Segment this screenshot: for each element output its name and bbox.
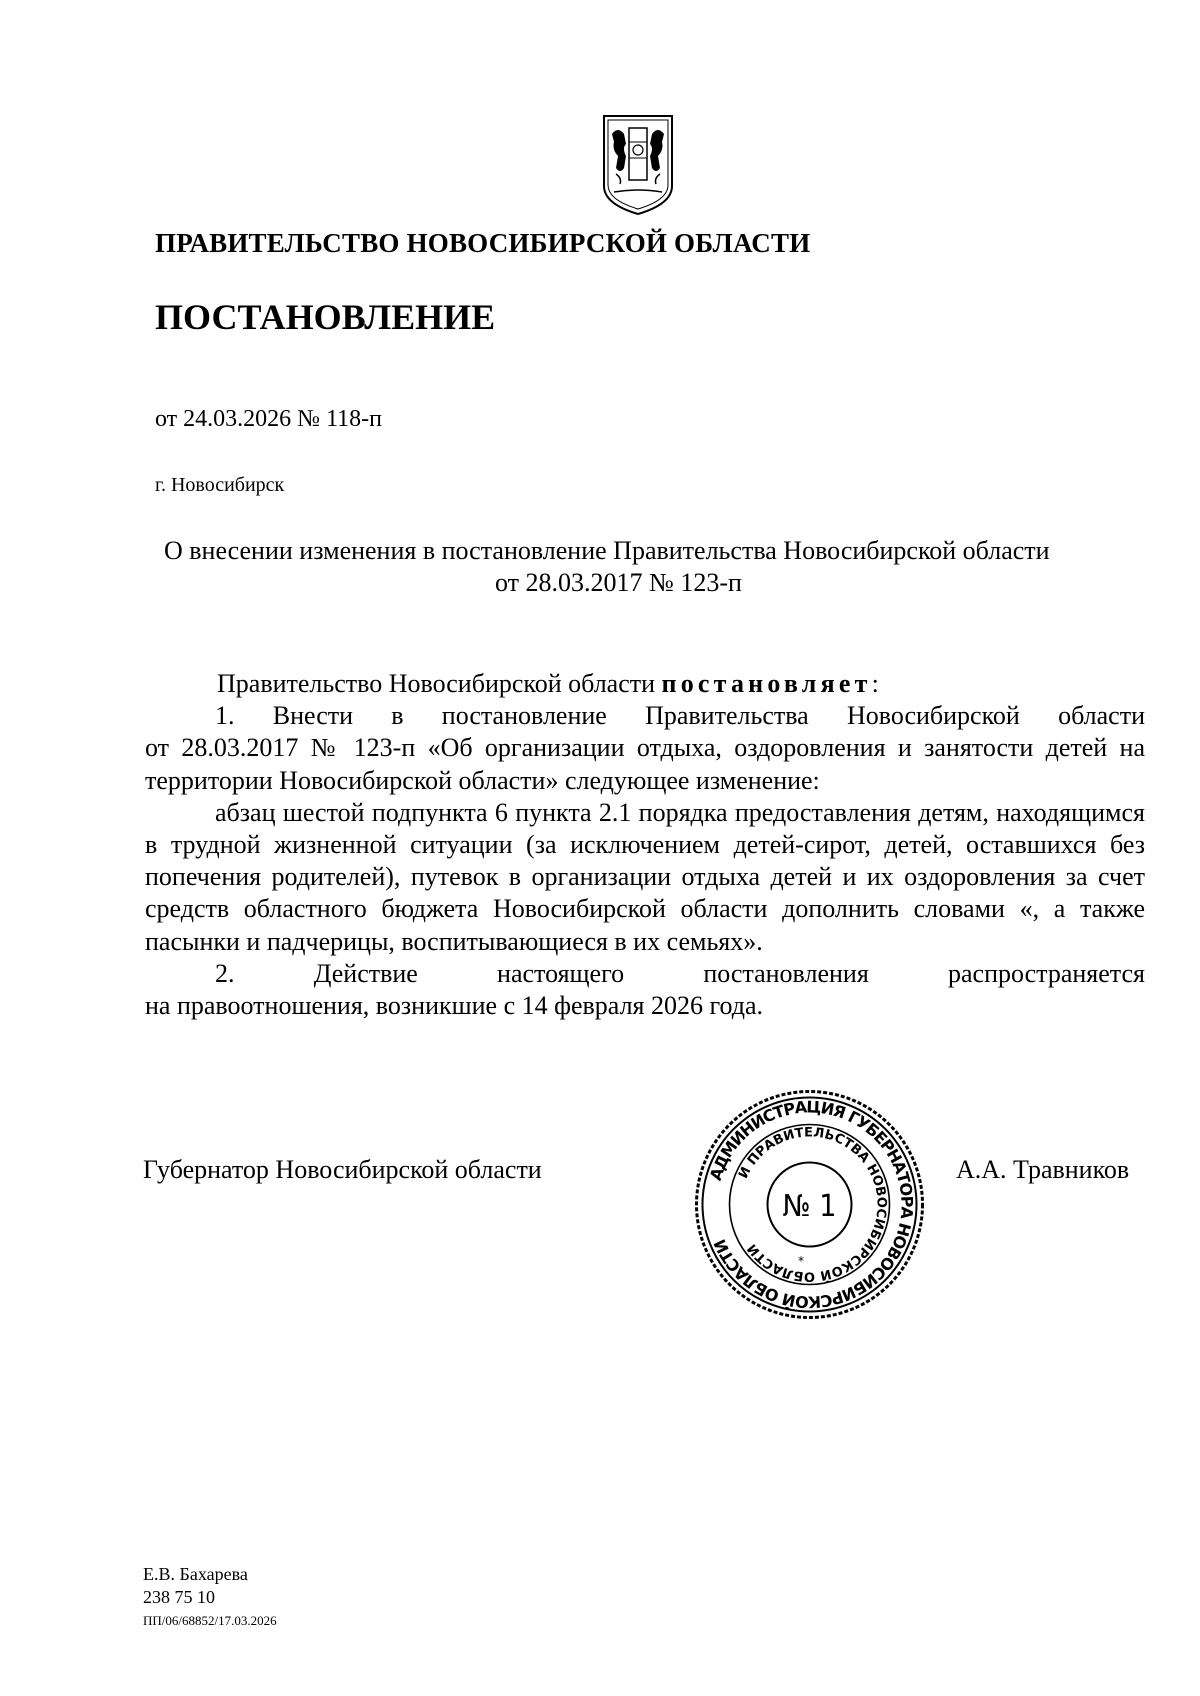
resolution-intro <box>145 668 1145 700</box>
date-number-line: от 24.03.2026 № 118-п <box>155 406 383 432</box>
contact-phone: 238 75 10 <box>143 1587 215 1607</box>
document-subject <box>155 535 1050 599</box>
city-line: г. Новосибирск <box>155 474 285 496</box>
item-2-first-line: 2. Действие настоящего постановления распространяется <box>215 958 1145 988</box>
stamp-outer-text: АДМИНИСТРАЦИЯ ГУБЕРНАТОРА НОВОСИБИРСКОЙ ОБЛАСТИ <box>705 1097 917 1312</box>
document-type: ПОСТАНОВЛЕНИЕ <box>155 297 496 337</box>
stamp-star-icon: * <box>798 1254 804 1268</box>
signatory-position: Губернатор Новосибирской области <box>143 1155 542 1184</box>
intro-suffix: : <box>871 669 879 698</box>
signatory-name: А.А. Травников <box>956 1155 1130 1184</box>
item-1-change: абзац шестой подпункта 6 пункта 2.1 порядка предоставления детям, находящимся в трудной жизненной ситуации (за исключением детей-сирот, детей, оставшихся без попечения родителей), путевок в организации отдыха детей и их оздоровления за счет средств областного бюджета Новосибирской области дополнить словами «, а также пасынки и падчерицы, воспитывающиеся в их семьях». <box>145 797 1145 956</box>
item-1-text: от 28.03.2017 № 123-п «Об организации отдыха, оздоровления и занятости детей на территории Новосибирской области» следующее изменение: <box>145 733 1145 795</box>
official-seal-stamp <box>692 1087 927 1322</box>
stamp-inner-text: И ПРАВИТЕЛЬСТВА НОВОСИБИРСКОЙ ОБЛАСТИ <box>736 1125 889 1284</box>
item-1-first-line: 1. Внести в постановление Правительства Новосибирской области <box>215 701 1145 731</box>
item-2-text: на правоотношения, возникшие с 14 февраля 2026 года. <box>145 991 764 1021</box>
intro-action: постановляет <box>661 669 872 698</box>
stamp-number: № 1 <box>782 1189 837 1224</box>
subject-line-2: от 28.03.2017 № 123-п <box>495 568 742 597</box>
document-body <box>145 668 1145 1022</box>
intro-prefix: Правительство Новосибирской области <box>217 669 662 698</box>
subject-line-1: О внесении изменения в постановление Правительства Новосибирской области <box>164 536 1050 565</box>
coat-of-arms-icon <box>600 112 676 216</box>
contact-name: Е.В. Бахарева <box>143 1564 248 1584</box>
registration-code: ПП/06/68852/17.03.2026 <box>143 1613 277 1628</box>
organization-title: ПРАВИТЕЛЬСТВО НОВОСИБИРСКОЙ ОБЛАСТИ <box>155 228 811 258</box>
